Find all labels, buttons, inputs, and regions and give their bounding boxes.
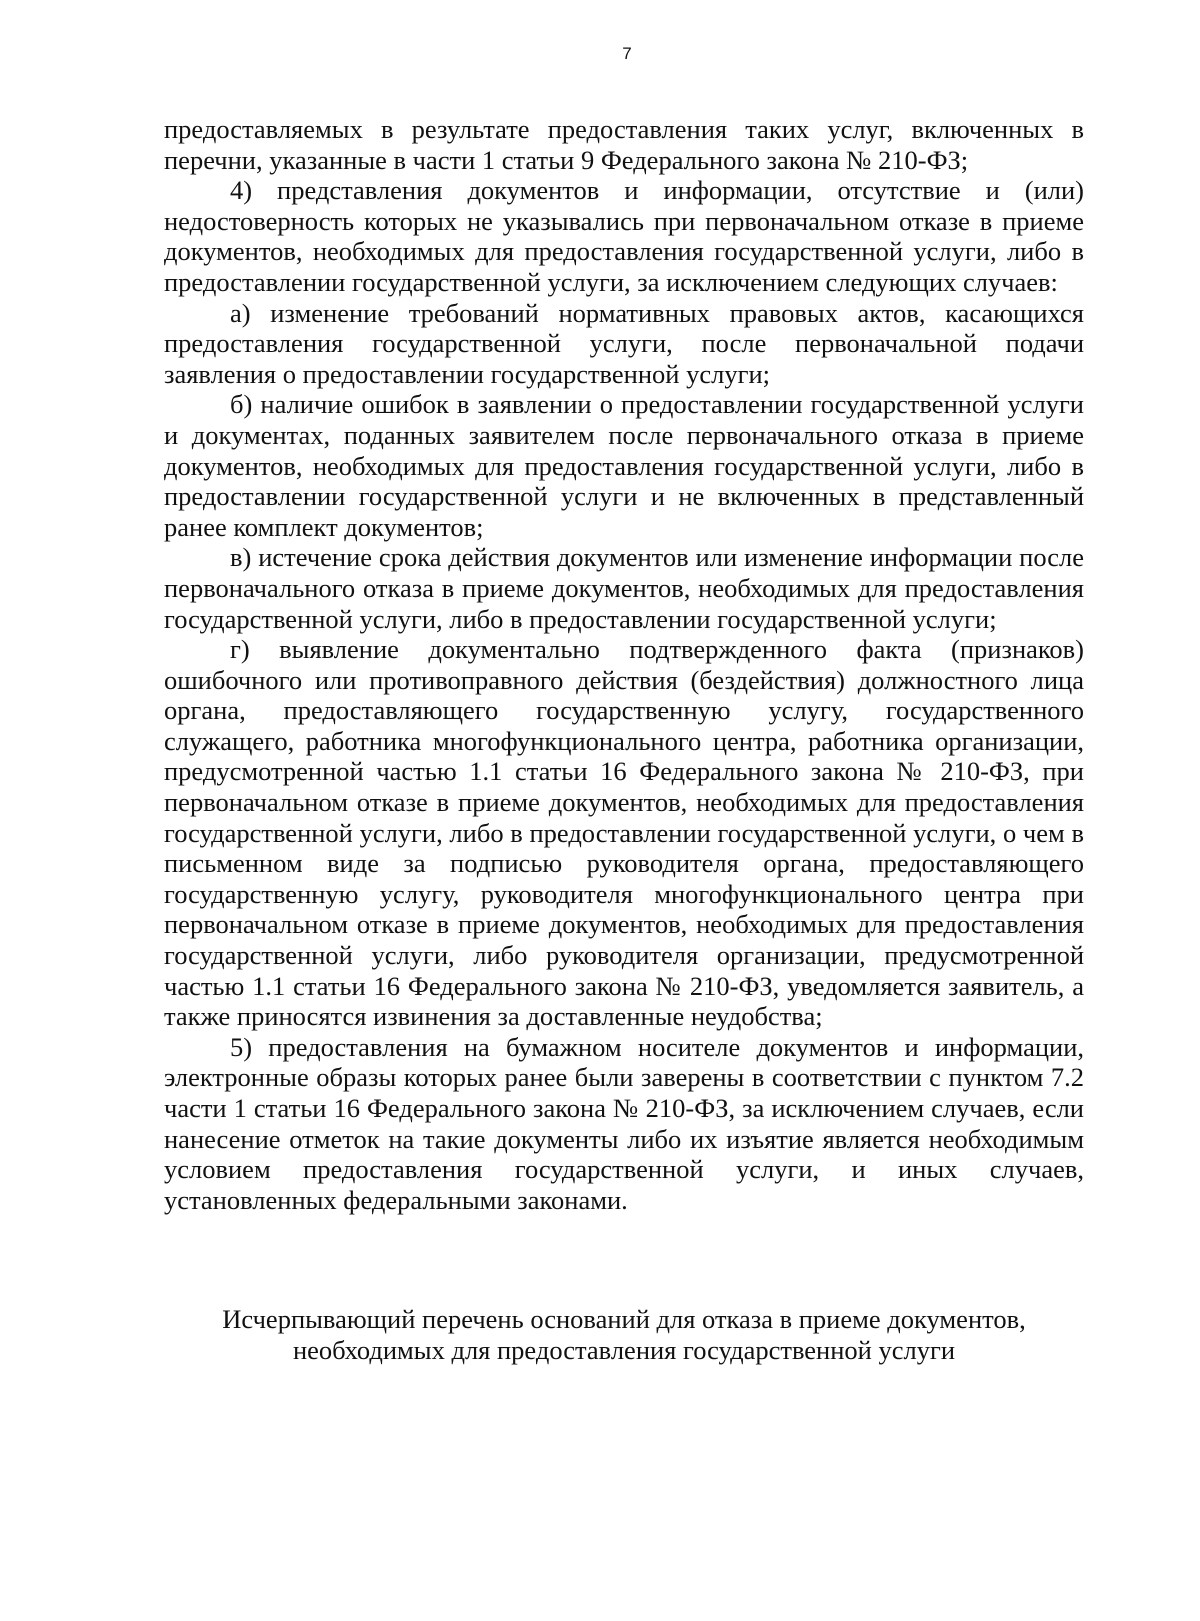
document-body <box>164 114 1084 1215</box>
section-heading-line-1: Исчерпывающий перечень оснований для отказа в приеме документов, <box>222 1304 1026 1334</box>
paragraph-subitem-v: в) истечение срока действия документов или изменение информации после первоначального отказа в приеме документов, необходимых для предоставления государственной услуги, либо в предоставлении государственной услуги; <box>164 542 1084 634</box>
section-heading <box>164 1304 1084 1366</box>
page-number: 7 <box>622 44 632 63</box>
paragraph-item-5: 5) предоставления на бумажном носителе документов и информации, электронные образы которых ранее были заверены в соответствии с пунктом 7.2 части 1 статьи 16 Федерального закона № 210-ФЗ, за исключением случаев, если нанесение отметок на такие документы либо их изъятие является необходимым условием предоставления государственной услуги, и иных случаев, установленных федеральными законами. <box>164 1031 1084 1215</box>
paragraph-item-4: 4) представления документов и информации, отсутствие и (или) недостоверность которых не указывались при первоначальном отказе в приеме документов, необходимых для предоставления государственной услуги, либо в предоставлении государственной услуги, за исключением следующих случаев: <box>164 175 1084 297</box>
paragraph-subitem-g: г) выявление документально подтвержденного факта (признаков) ошибочного или противоправного действия (бездействия) должностного лица органа, предоставляющего государственную услугу, государственного служащего, работника многофункционального центра, работника организации, предусмотренной частью 1.1 статьи 16 Федерального закона № 210-ФЗ, при первоначальном отказе в приеме документов, необходимых для предоставления государственной услуги, либо в предоставлении государственной услуги, о чем в письменном виде за подписью руководителя органа, предоставляющего государственную услугу, руководителя многофункционального центра при первоначальном отказе в приеме документов, необходимых для предоставления государственной услуги, либо руководителя организации, предусмотренной частью 1.1 статьи 16 Федерального закона № 210-ФЗ, уведомляется заявитель, а также приносятся извинения за доставленные неудобства; <box>164 634 1084 1032</box>
paragraph-subitem-a: а) изменение требований нормативных правовых актов, касающихся предоставления государственной услуги, после первоначальной подачи заявления о предоставлении государственной услуги; <box>164 297 1084 389</box>
paragraph-subitem-b: б) наличие ошибок в заявлении о предоставлении государственной услуги и документах, поданных заявителем после первоначального отказа в приеме документов, необходимых для предоставления государственной услуги, либо в предоставлении государственной услуги и не включенных в представленный ранее комплект документов; <box>164 389 1084 542</box>
paragraph-continuation: предоставляемых в результате предоставления таких услуг, включенных в перечни, указанные в части 1 статьи 9 Федерального закона № 210-ФЗ; <box>164 114 1084 175</box>
section-heading-line-2: необходимых для предоставления государственной услуги <box>292 1335 956 1365</box>
